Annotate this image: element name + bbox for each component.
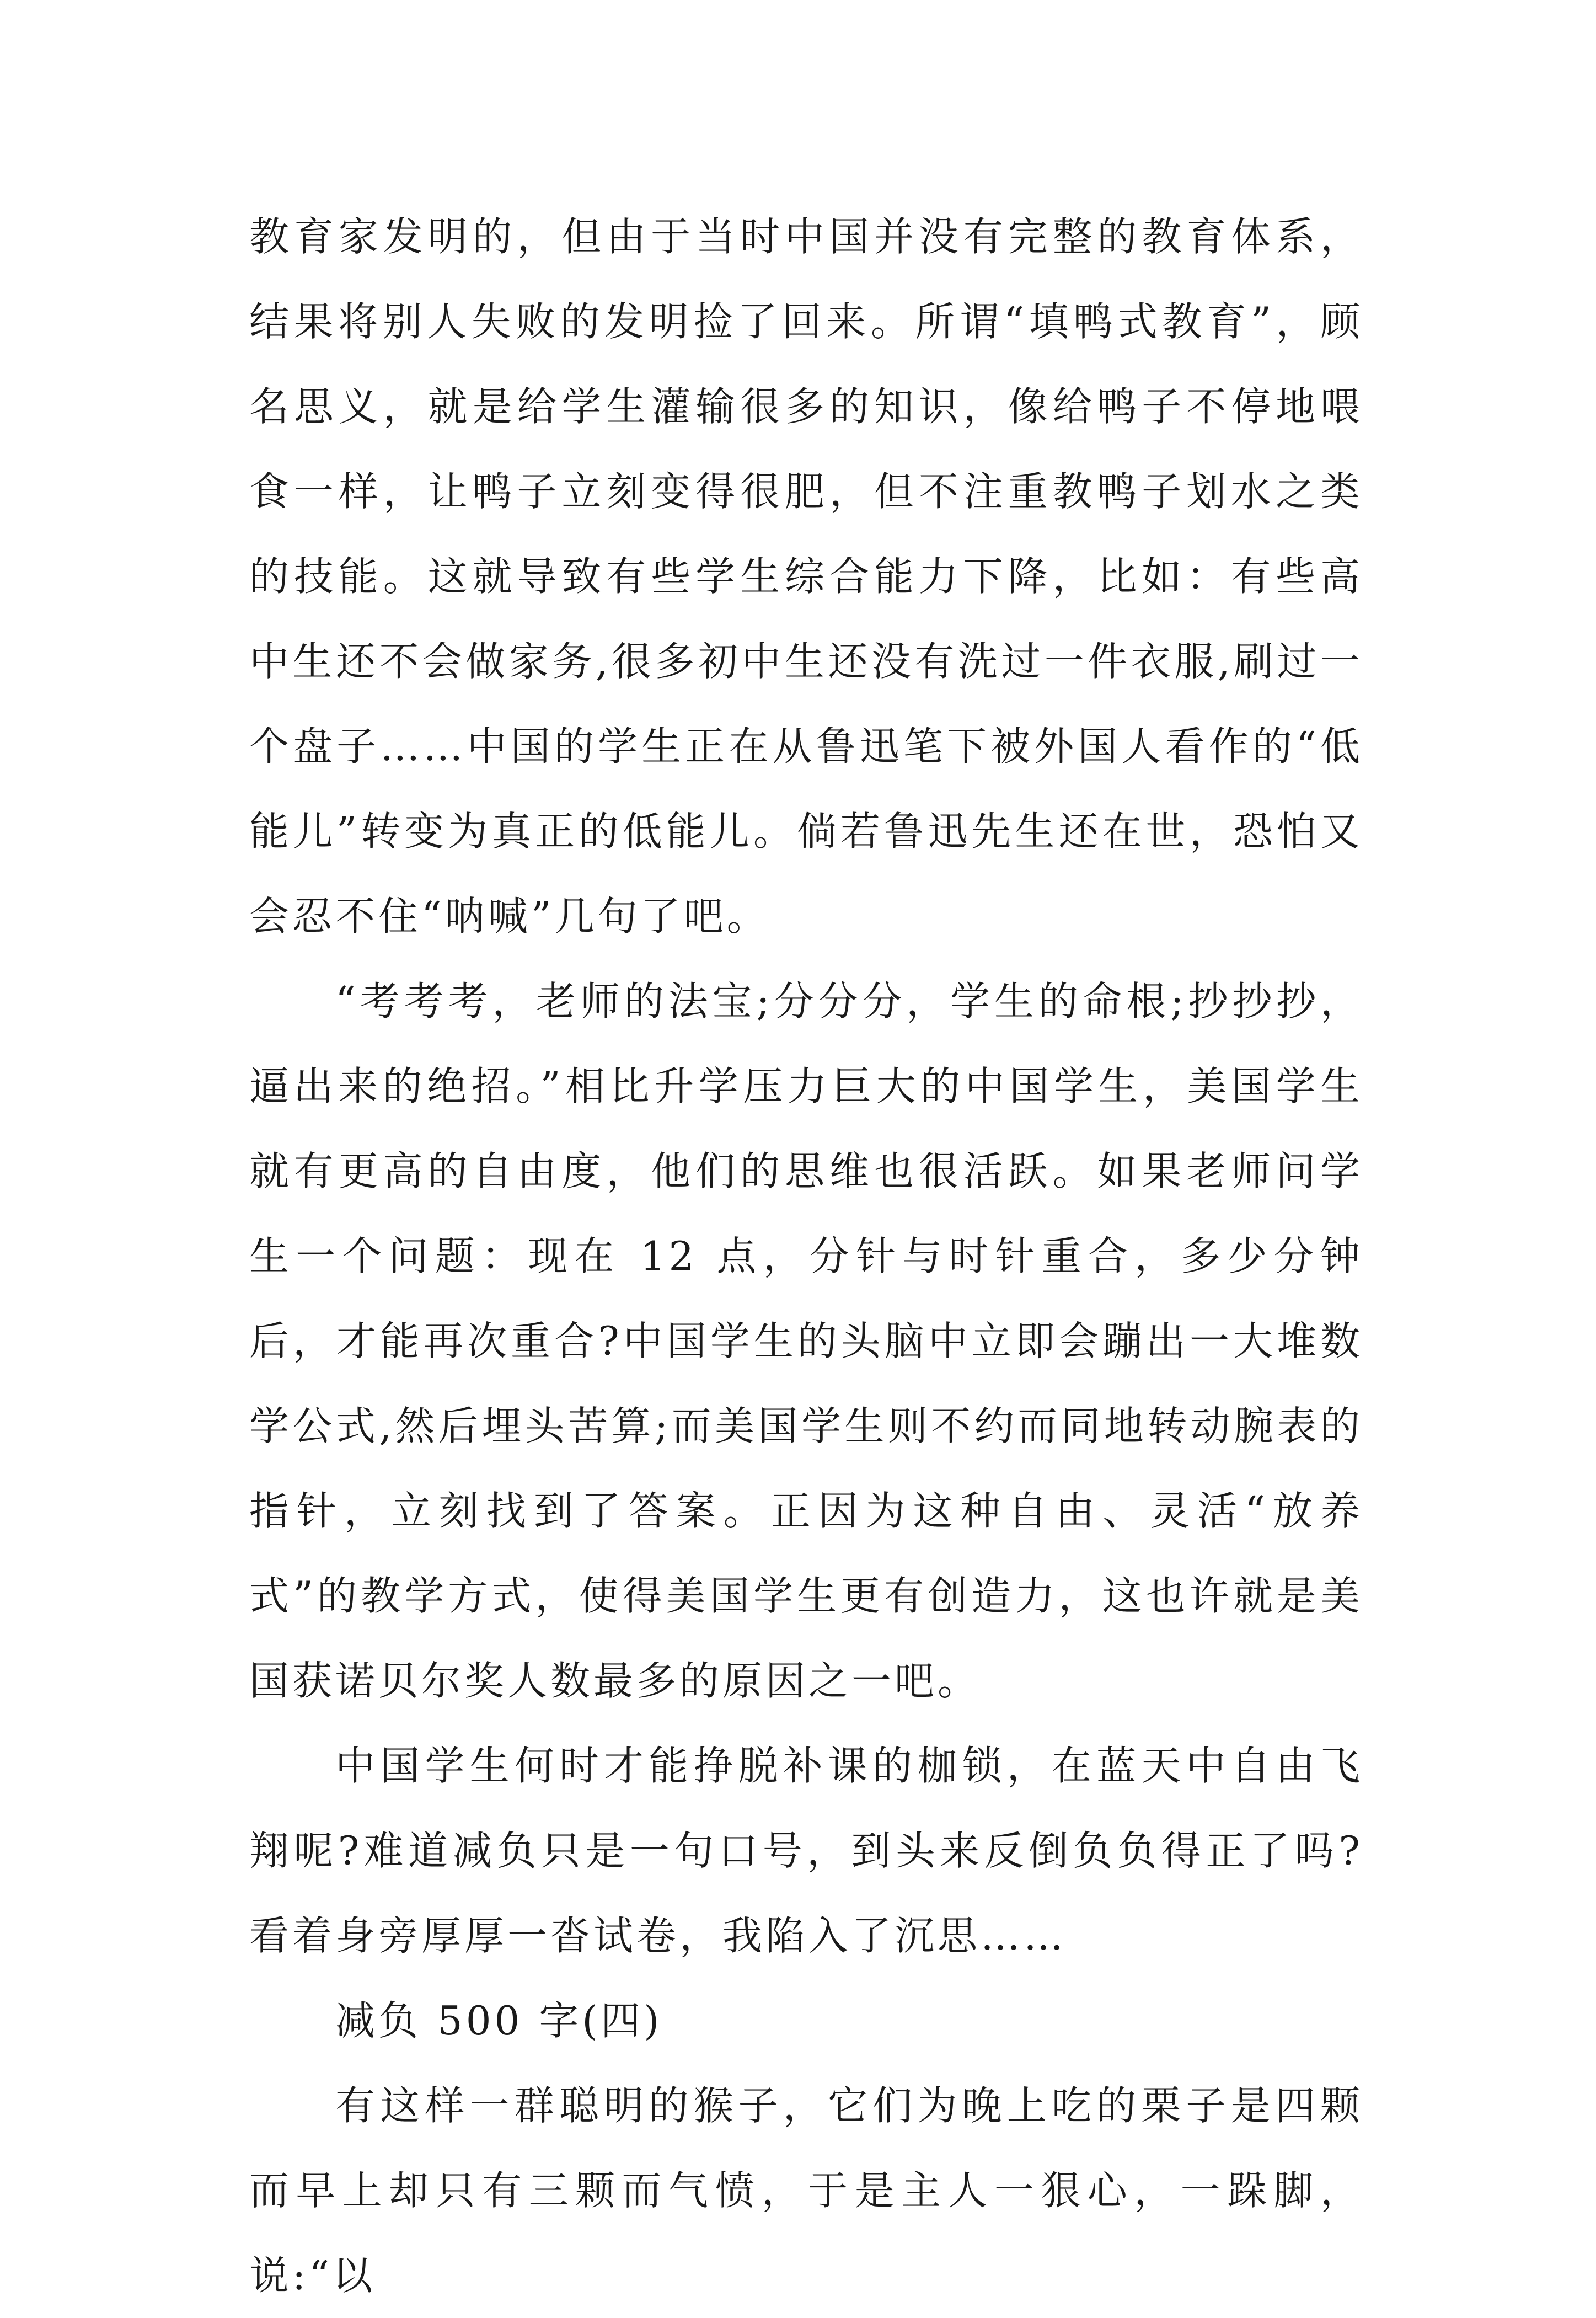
- paragraph-1: 教育家发明的，但由于当时中国并没有完整的教育体系，结果将别人失败的发明捡了回来。所谓“填鸭式教育”，顾名思义，就是给学生灌输很多的知识，像给鸭子不停地喂食一样，让鸭子立刻变得很肥，但不注重教鸭子划水之类的技能。这就导致有些学生综合能力下降，比如：有些高中生还不会做家务,很多初中生还没有洗过一件衣服,刷过一个盘子……中国的学生正在从鲁迅笔下被外国人看作的“低能儿”转变为真正的低能儿。倘若鲁迅先生还在世，恐怕又会忍不住“呐喊”几句了吧。: [249, 213, 1363, 939]
- paragraph-3: 中国学生何时才能挣脱补课的枷锁，在蓝天中自由飞翔呢?难道减负只是一句口号，到头来反倒负负得正了吗?看着身旁厚厚一沓试卷，我陷入了沉思……: [249, 1743, 1363, 1959]
- paragraph-2: “考考考，老师的法宝;分分分，学生的命根;抄抄抄，逼出来的绝招。”相比升学压力巨大的中国学生，美国学生就有更高的自由度，他们的思维也很活跃。如果老师问学生一个问题：现在 12 点，分针与时针重合，多少分钟后，才能再次重合?中国学生的头脑中立即会蹦出一大堆数学公式,然后埋头苦算;而美国学生则不约而同地转动腕表的指针，立刻找到了答案。正因为这种自由、灵活“放养式”的教学方式，使得美国学生更有创造力，这也许就是美国获诺贝尔奖人数最多的原因之一吧。: [249, 978, 1363, 1704]
- paragraph-4: 有这样一群聪明的猴子，它们为晚上吃的栗子是四颗而早上却只有三颗而气愤，于是主人一狠心，一跺脚，说:“以: [249, 2082, 1363, 2299]
- article-body: [249, 194, 1363, 2318]
- section-heading: 减负 500 字(四): [335, 1997, 663, 2044]
